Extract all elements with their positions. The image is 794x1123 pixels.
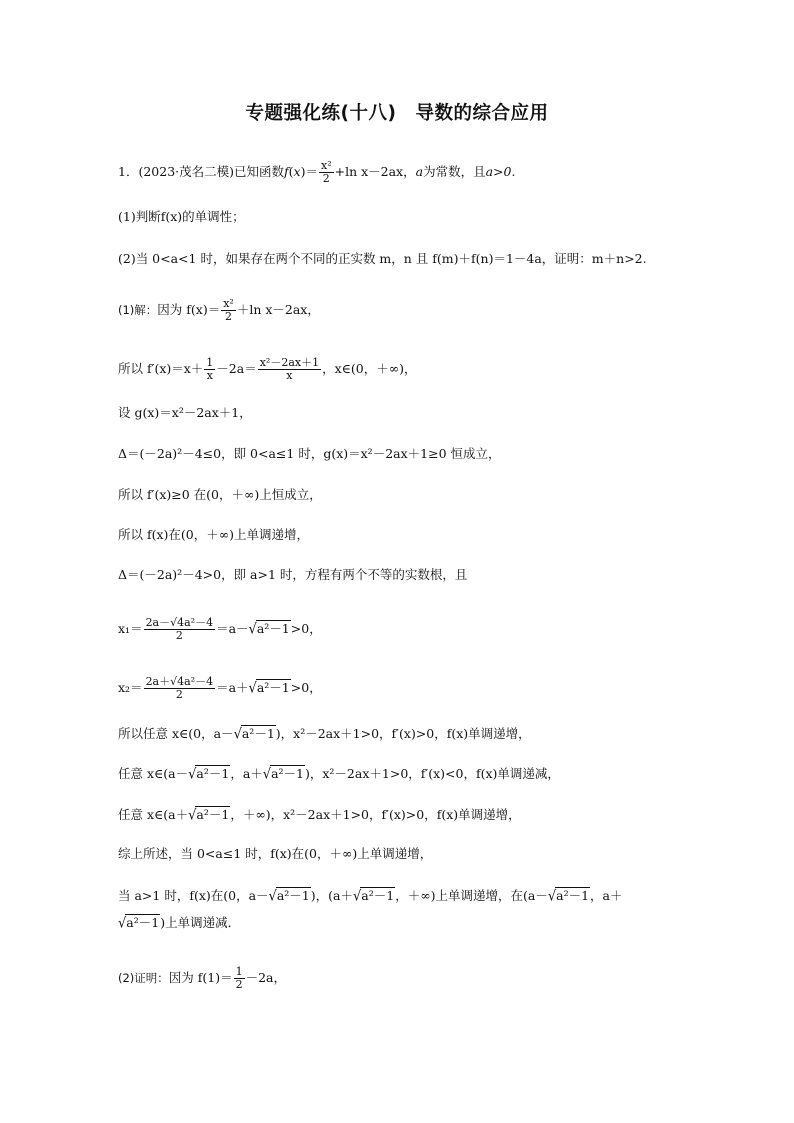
solution-line-8: x₁＝ $\frac{\text{2a－√4a²－4}}{2}$ ＝a－√a²－1>0，: [118, 616, 322, 642]
question-2: (2)当 0<a<1 时，如果存在两个不同的正实数 m，n 且 f(m)＋f(n)＝1－4a，证明：m＋n>2.: [118, 251, 647, 266]
solution-line-15: √a²－1)上单调递减．: [118, 915, 241, 932]
fraction: $\frac{\text{x²}}{2}$: [320, 159, 332, 185]
solution-line-4: Δ＝(－2a)²－4≤0，即 0<a≤1 时，g(x)＝x²－2ax＋1≥0 恒成立，: [118, 446, 501, 461]
solution-line-9: x₂＝ $\frac{\text{2a＋√4a²－4}}{2}$ ＝a＋√a²－1>0，: [118, 675, 322, 701]
solution-line-6: 所以 f(x)在(0，＋∞)上单调递增，: [118, 527, 310, 542]
solution-line-11: 任意 x∈(a－√a²－1，a＋√a²－1)，x²－2ax＋1>0，f′(x)<0，f(x)单调递减，: [118, 766, 560, 783]
proof-label: (2)证明：: [118, 971, 169, 985]
solution-line-14: 当 a>1 时，f(x)在(0，a－√a²－1)，(a＋√a²－1，＋∞)上单调递增，在(a－√a²－1，a＋: [118, 888, 623, 905]
solution-line-10: 所以任意 x∈(0，a－√a²－1)，x²－2ax＋1>0，f′(x)>0，f(x)单调递增，: [118, 726, 531, 743]
solution-line-1: (1)解：因为 f(x)＝ $\frac{\text{x²}}{2}$ ＋ln x－2ax，: [118, 297, 320, 323]
solution-label: (1)解：: [118, 303, 158, 317]
solution-line-7: Δ＝(－2a)²－4>0，即 a>1 时，方程有两个不等的实数根，且: [118, 567, 468, 582]
solution-line-12: 任意 x∈(a＋√a²－1，＋∞)，x²－2ax＋1>0，f′(x)>0，f(x)单调递增，: [118, 807, 521, 824]
solution-line-3: 设 g(x)＝x²－2ax＋1，: [118, 405, 252, 420]
question-1: (1)判断f(x)的单调性；: [118, 209, 245, 224]
solution-line-5: 所以 f′(x)≥0 在(0，＋∞)上恒成立，: [118, 487, 322, 502]
solution-line-2: 所以 f′(x)＝x＋ $\frac{1}{x}$ －2a＝ $\frac{\text{x²－2ax＋1}}{x}$ ，x∈(0，＋∞)，: [118, 356, 417, 382]
solution-line-13: 综上所述，当 0<a≤1 时，f(x)在(0，＋∞)上单调递增，: [118, 846, 433, 861]
solution-line-16: (2)证明：因为 f(1)＝ $\frac{1}{2}$ －2a，: [118, 965, 287, 991]
problem-stem: 1．(2023·茂名二模)已知函数f(x)＝ $\frac{\text{x²}}{2}$ +ln x－2ax，a为常数，且a>0.: [118, 159, 516, 185]
page-title: 专题强化练(十八) 导数的综合应用: [245, 103, 549, 124]
